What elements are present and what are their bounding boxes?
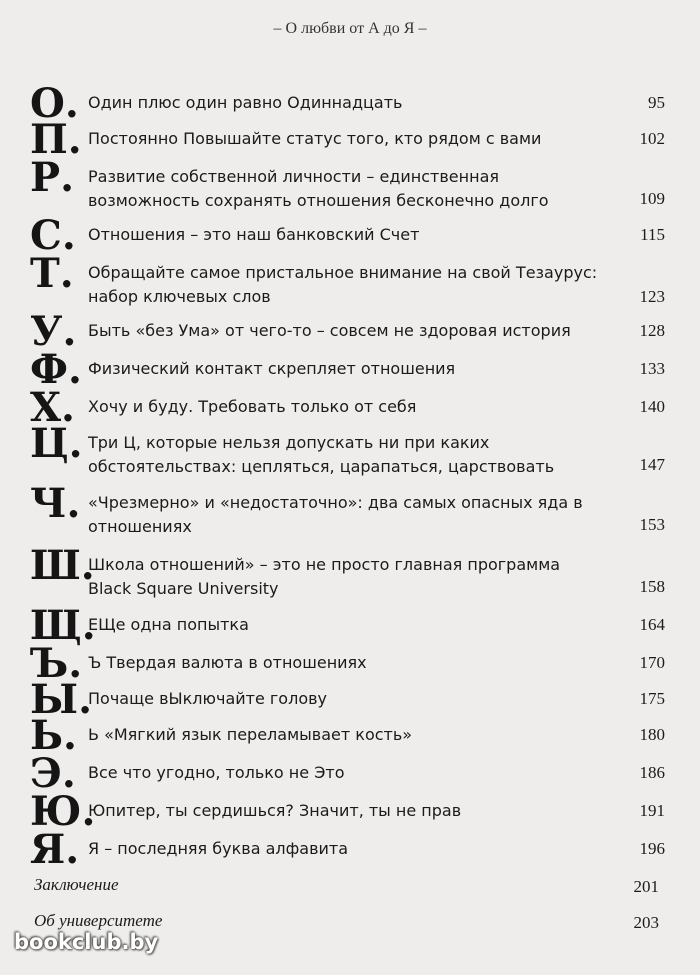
toc-entry <box>30 212 665 259</box>
entry-letter: Р. <box>30 154 75 201</box>
entry-title: Школа отношений» – это не просто главная программа Black Square University <box>88 555 561 598</box>
entry-page: 133 <box>639 359 665 378</box>
toc-entry <box>30 542 665 602</box>
entry-page: 158 <box>639 577 665 596</box>
watermark-logo: bookclub.by <box>14 930 159 954</box>
toc-entry <box>30 750 665 797</box>
entry-page: 153 <box>639 515 665 534</box>
entry-letter: П. <box>30 116 82 163</box>
entry-title: Физический контакт скрепляет отношения <box>88 359 456 378</box>
entry-letter: Ф. <box>30 346 82 393</box>
entry-page: 196 <box>639 839 665 858</box>
entry-letter: О. <box>30 80 79 127</box>
entry-page: 95 <box>648 93 665 112</box>
toc-entry <box>30 640 665 687</box>
toc-entry <box>30 154 665 214</box>
entry-letter: Ъ. <box>30 640 83 687</box>
entry-page: 123 <box>639 287 665 306</box>
toc-entry <box>30 602 665 649</box>
running-head: – О любви от А до Я – <box>273 20 427 37</box>
toc-entry <box>30 712 665 759</box>
toc-closing-entry <box>34 875 659 901</box>
entry-letter: Т. <box>30 250 74 297</box>
entry-title: Ь «Мягкий язык переламывает кость» <box>88 725 413 744</box>
entry-letter: Ь. <box>30 712 77 759</box>
entry-title: Все что угодно, только не Это <box>88 763 345 782</box>
toc-entry <box>30 420 665 480</box>
entry-title: Я – последняя буква алфавита <box>88 839 349 858</box>
toc-entry <box>30 676 665 723</box>
entry-title: Ъ Твердая валюта в отношениях <box>88 653 367 672</box>
entry-letter: Ш. <box>30 542 95 589</box>
entry-page: 102 <box>639 129 665 148</box>
entry-title: Быть «без Ума» от чего-то – совсем не здоровая история <box>88 321 571 340</box>
toc-entry <box>30 826 665 873</box>
entry-title: Юпитер, ты сердишься? Значит, ты не прав <box>88 801 462 820</box>
entry-page: 140 <box>639 397 665 416</box>
entry-title: Отношения – это наш банковский Счет <box>88 225 420 244</box>
entry-page: 109 <box>639 189 665 208</box>
entry-page: 180 <box>639 725 665 744</box>
entry-letter: Х. <box>30 384 75 431</box>
toc-entry <box>30 80 665 127</box>
entry-title: Три Ц, которые нельзя допускать ни при каких обстоятельствах: цепляться, царапаться, царствовать <box>88 433 555 476</box>
about-university-page: 203 <box>633 913 659 932</box>
entry-page: 115 <box>640 225 665 244</box>
toc-entry <box>30 250 665 310</box>
entry-letter: Я. <box>30 826 80 873</box>
entry-letter: Ч. <box>30 480 81 527</box>
entry-page: 128 <box>639 321 665 340</box>
entry-title: «Чрезмерно» и «недостаточно»: два самых опасных яда в отношениях <box>88 493 583 536</box>
entry-letter: Ю. <box>30 788 96 835</box>
toc-entry <box>30 788 665 835</box>
entry-page: 170 <box>639 653 665 672</box>
entry-title: ЕЩе одна попытка <box>88 615 249 634</box>
entry-page: 191 <box>639 801 665 820</box>
entry-title: Почаще вЫключайте голову <box>88 689 327 708</box>
entry-title: Развитие собственной личности – единственная возможность сохранять отношения бесконечно долго <box>88 167 549 210</box>
entry-letter: У. <box>30 308 77 355</box>
entry-title: Обращайте самое пристальное внимание на свой Тезаурус: набор ключевых слов <box>88 263 598 306</box>
entry-letter: С. <box>30 212 76 259</box>
about-university-title: Об университете <box>34 911 163 930</box>
toc-entry <box>30 346 665 393</box>
toc-entry <box>30 308 665 355</box>
entry-page: 186 <box>639 763 665 782</box>
toc-entry <box>30 480 665 540</box>
conclusion-title: Заключение <box>34 875 119 894</box>
toc-entry <box>30 384 665 431</box>
entry-page: 164 <box>639 615 665 634</box>
entry-letter: Э. <box>30 750 76 797</box>
entry-title: Постоянно Повышайте статус того, кто рядом с вами <box>88 129 542 148</box>
entry-page: 147 <box>639 455 665 474</box>
entry-page: 175 <box>639 689 665 708</box>
conclusion-page: 201 <box>633 877 659 896</box>
toc-entry <box>30 116 665 163</box>
entry-letter: Щ. <box>30 602 96 649</box>
entry-title: Один плюс один равно Одиннадцать <box>88 93 403 112</box>
entry-letter: Ы. <box>30 676 92 723</box>
entry-title: Хочу и буду. Требовать только от себя <box>88 397 417 416</box>
entry-letter: Ц. <box>30 420 83 467</box>
